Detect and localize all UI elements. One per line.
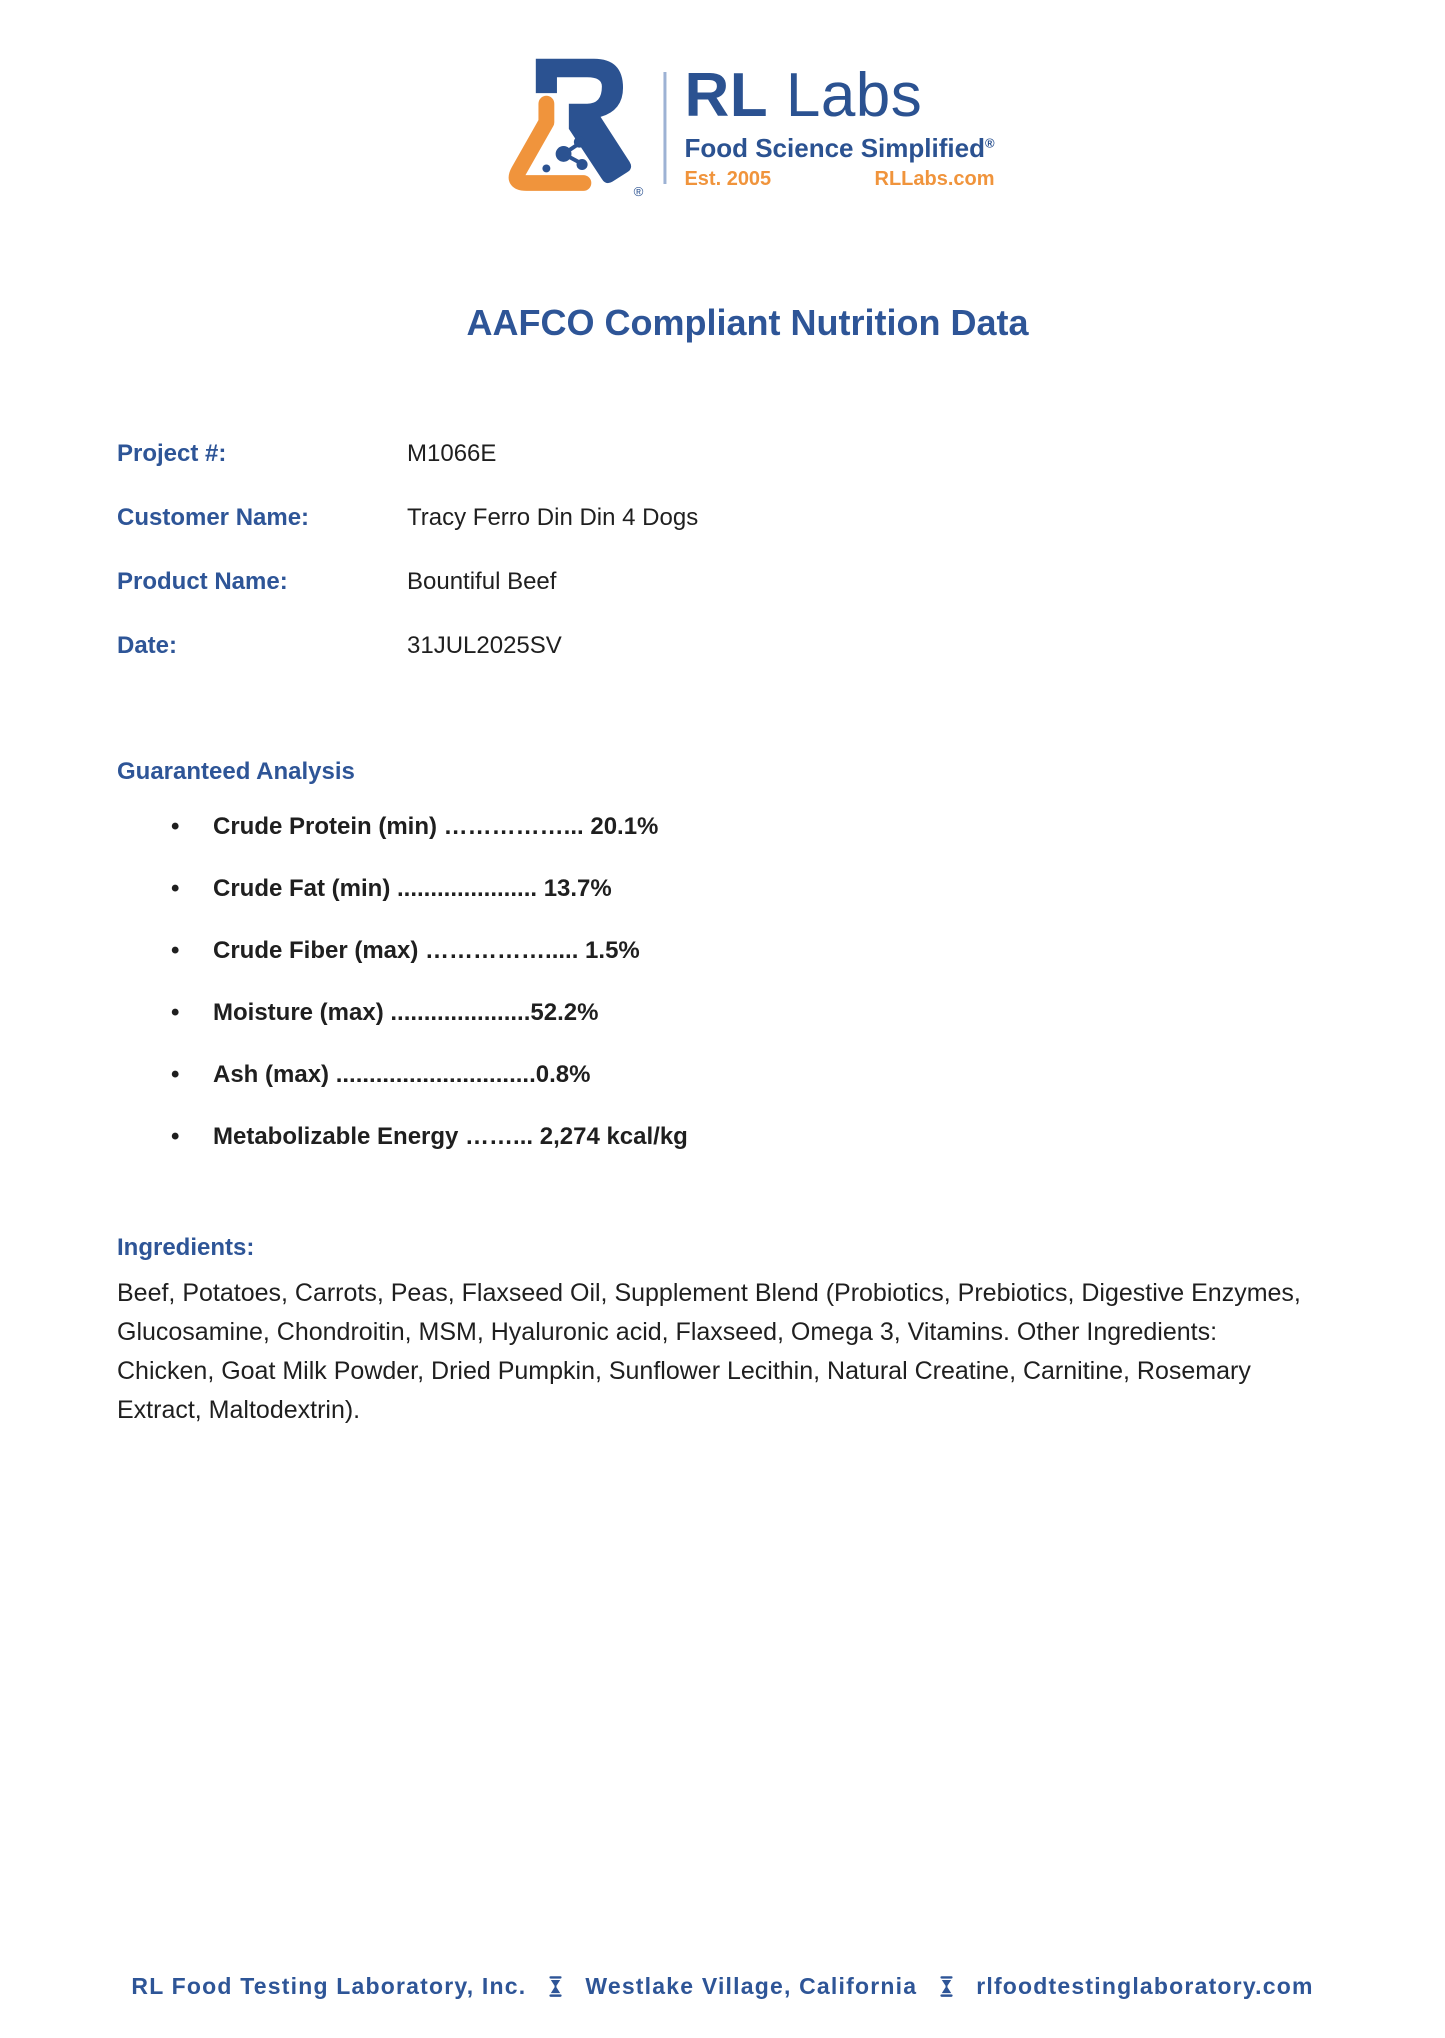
brand-tagline-text: Food Science Simplified bbox=[684, 132, 985, 163]
established-label: Est. 2005 bbox=[684, 167, 772, 190]
footer bbox=[0, 1966, 1445, 2006]
info-row-product bbox=[117, 550, 1360, 614]
info-label: Customer Name: bbox=[117, 504, 310, 531]
rl-labs-logo bbox=[501, 56, 994, 199]
analysis-item-text: Crude Protein (min) ……………... 20.1% bbox=[213, 813, 659, 840]
registered-mark: ® bbox=[633, 184, 644, 199]
footer-location: Westlake Village, California bbox=[585, 1972, 918, 1999]
info-label: Product Name: bbox=[117, 568, 288, 595]
ingredients-heading: Ingredients: bbox=[117, 1234, 255, 1261]
analysis-item-text: Crude Fiber (max) ……………..... 1.5% bbox=[213, 937, 640, 964]
brand-name-primary: RL bbox=[684, 60, 769, 130]
brand-name-secondary: Labs bbox=[768, 60, 923, 130]
analysis-item-text: Moisture (max) .....................52.2% bbox=[213, 999, 599, 1026]
analysis-item-text: Ash (max) ..............................0.8% bbox=[213, 1061, 591, 1088]
ingredients-text-line: Chicken, Goat Milk Powder, Dried Pumpkin, Sunflower Lecithin, Natural Creatine, Carnitine, Rosemary bbox=[117, 1357, 1251, 1385]
analysis-item-text: Metabolizable Energy ……... 2,274 kcal/kg bbox=[213, 1123, 688, 1150]
logo-text bbox=[684, 60, 995, 191]
bullet-icon: • bbox=[171, 1123, 180, 1150]
info-label: Project #: bbox=[117, 440, 227, 467]
info-value: Bountiful Beef bbox=[407, 568, 557, 595]
footer-company: RL Food Testing Laboratory, Inc. bbox=[131, 1972, 527, 1999]
ingredients-text-line: Beef, Potatoes, Carrots, Peas, Flaxseed Oil, Supplement Blend (Probiotics, Prebiotics, Digestive Enzymes, bbox=[117, 1279, 1301, 1307]
list-item bbox=[117, 1106, 1360, 1168]
ingredients-paragraph bbox=[117, 1274, 1370, 1430]
bullet-icon: • bbox=[171, 813, 180, 840]
list-item bbox=[117, 796, 1360, 858]
ingredients-text-line: Extract, Maltodextrin). bbox=[117, 1396, 361, 1424]
guaranteed-analysis-list bbox=[117, 796, 1360, 1168]
registered-mark: ® bbox=[984, 134, 995, 150]
analysis-item-text: Crude Fat (min) ..................... 13.7% bbox=[213, 875, 612, 902]
brand-website: RLLabs.com bbox=[874, 167, 995, 190]
footer-website: rlfoodtestinglaboratory.com bbox=[976, 1972, 1314, 1999]
brand-tagline bbox=[684, 133, 994, 164]
bullet-icon: • bbox=[171, 999, 180, 1026]
project-info bbox=[117, 422, 1360, 678]
info-row-date bbox=[117, 614, 1360, 678]
list-item bbox=[117, 1044, 1360, 1106]
info-value: Tracy Ferro Din Din 4 Dogs bbox=[407, 504, 699, 531]
info-value: M1066E bbox=[407, 440, 497, 467]
brand-name bbox=[684, 60, 994, 130]
info-row-project bbox=[117, 422, 1360, 486]
guaranteed-analysis-heading: Guaranteed Analysis bbox=[117, 758, 355, 785]
bullet-icon: • bbox=[171, 1061, 180, 1088]
page-title: AAFCO Compliant Nutrition Data bbox=[466, 302, 1029, 343]
flask-monogram-icon bbox=[501, 56, 649, 199]
bullet-icon: • bbox=[171, 937, 180, 964]
logo-divider bbox=[663, 72, 666, 184]
list-item bbox=[117, 982, 1360, 1044]
hourglass-icon bbox=[939, 1976, 954, 1997]
hourglass-icon bbox=[548, 1976, 563, 1997]
info-label: Date: bbox=[117, 632, 178, 659]
info-value: 31JUL2025SV bbox=[407, 632, 562, 659]
list-item bbox=[117, 920, 1360, 982]
info-row-customer bbox=[117, 486, 1360, 550]
bullet-icon: • bbox=[171, 875, 180, 902]
list-item bbox=[117, 858, 1360, 920]
ingredients-text-line: Glucosamine, Chondroitin, MSM, Hyaluronic acid, Flaxseed, Omega 3, Vitamins. Other Ingredients: bbox=[117, 1318, 1218, 1346]
